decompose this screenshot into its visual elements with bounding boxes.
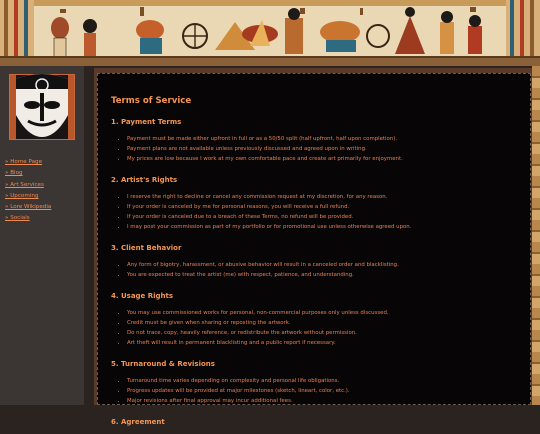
nav-link-lore-wikipedia[interactable]: » Lore Wikipedia [5,204,52,211]
section-list [111,134,523,164]
list-item: • Turnaround time varies depending on complexity and personal life obligations. [127,376,523,386]
list-item: • Art theft will result in permanent blacklisting and a public report if necessary. [127,338,523,348]
section-list [111,308,523,348]
sidebar [0,66,84,405]
section-heading: 1. Payment Terms [111,118,182,126]
nav-item [5,193,52,211]
list-item: • You may use commissioned works for personal, non-commercial purposes only unless discussed. [127,308,523,318]
main-content[interactable] [97,73,531,426]
list-item: • If your order is canceled due to a breach of these Terms, no refund will be provided. [127,212,523,222]
section-heading: 3. Client Behavior [111,244,182,252]
section-heading: 4. Usage Rights [111,292,174,300]
nav-link-blog[interactable]: » Blog [5,170,23,177]
decorative-pillar [532,66,540,405]
banner-artwork [0,0,540,66]
list-item: • Any form of bigotry, harassment, or abusive behavior will result in a canceled order and blacklisting. [127,260,523,270]
nav-item [5,171,51,188]
page-title: Terms of Service [111,96,192,106]
tos-sections [111,118,523,426]
list-item: • You are expected to treat the artist (me) with respect, patience, and understanding. [127,270,523,280]
list-item: • I reserve the right to decline or cancel any commission request at my discretion, for any reason. [127,192,523,202]
section-list [111,192,523,232]
list-item: • I may post your commission as part of my portfolio or for promotional use unless otherwise agreed upon. [127,222,523,232]
terms-of-service [111,96,523,434]
nav-link-upcoming[interactable]: » Upcoming [5,192,39,199]
nav-link-home-page[interactable]: » Home Page [5,159,43,165]
section-list [111,260,523,280]
list-item: • Progress updates will be provided at major milestones (sketch, lineart, color, etc.). [127,386,523,396]
nav-item [5,148,51,165]
list-item: • Payment must be made either upfront in full or as a 50/50 split (half upfront, half upon completion). [127,134,523,144]
section-list [111,376,523,406]
section-heading: 2. Artist's Rights [111,176,178,184]
list-item: • Do not trace, copy, heavily reference, or redistribute the artwork without permission. [127,328,523,338]
list-item: • Major revisions after final approval may incur additional fees. [127,396,523,406]
nav-item [5,182,51,199]
avatar [9,74,75,140]
sidebar-nav [5,148,52,222]
list-item: • Payment plans are not available unless previously discussed and agreed upon in writing. [127,144,523,154]
section-heading: 5. Turnaround & Revisions [111,360,215,368]
section-heading: 6. Agreement [111,418,165,426]
list-item: • My prices are low because I work at my own comfortable pace and create art primarily for enjoyment. [127,154,523,164]
nav-link-socials[interactable]: » Socials [5,215,30,222]
nav-link-art-services[interactable]: » Art Services [5,181,44,188]
list-item: • If your order is canceled by me for personal reasons, you will receive a full refund. [127,202,523,212]
mask-avatar-icon [10,75,74,139]
egyptian-banner [0,0,540,66]
list-item: • Credit must be given when sharing or reposting the artwork. [127,318,523,328]
